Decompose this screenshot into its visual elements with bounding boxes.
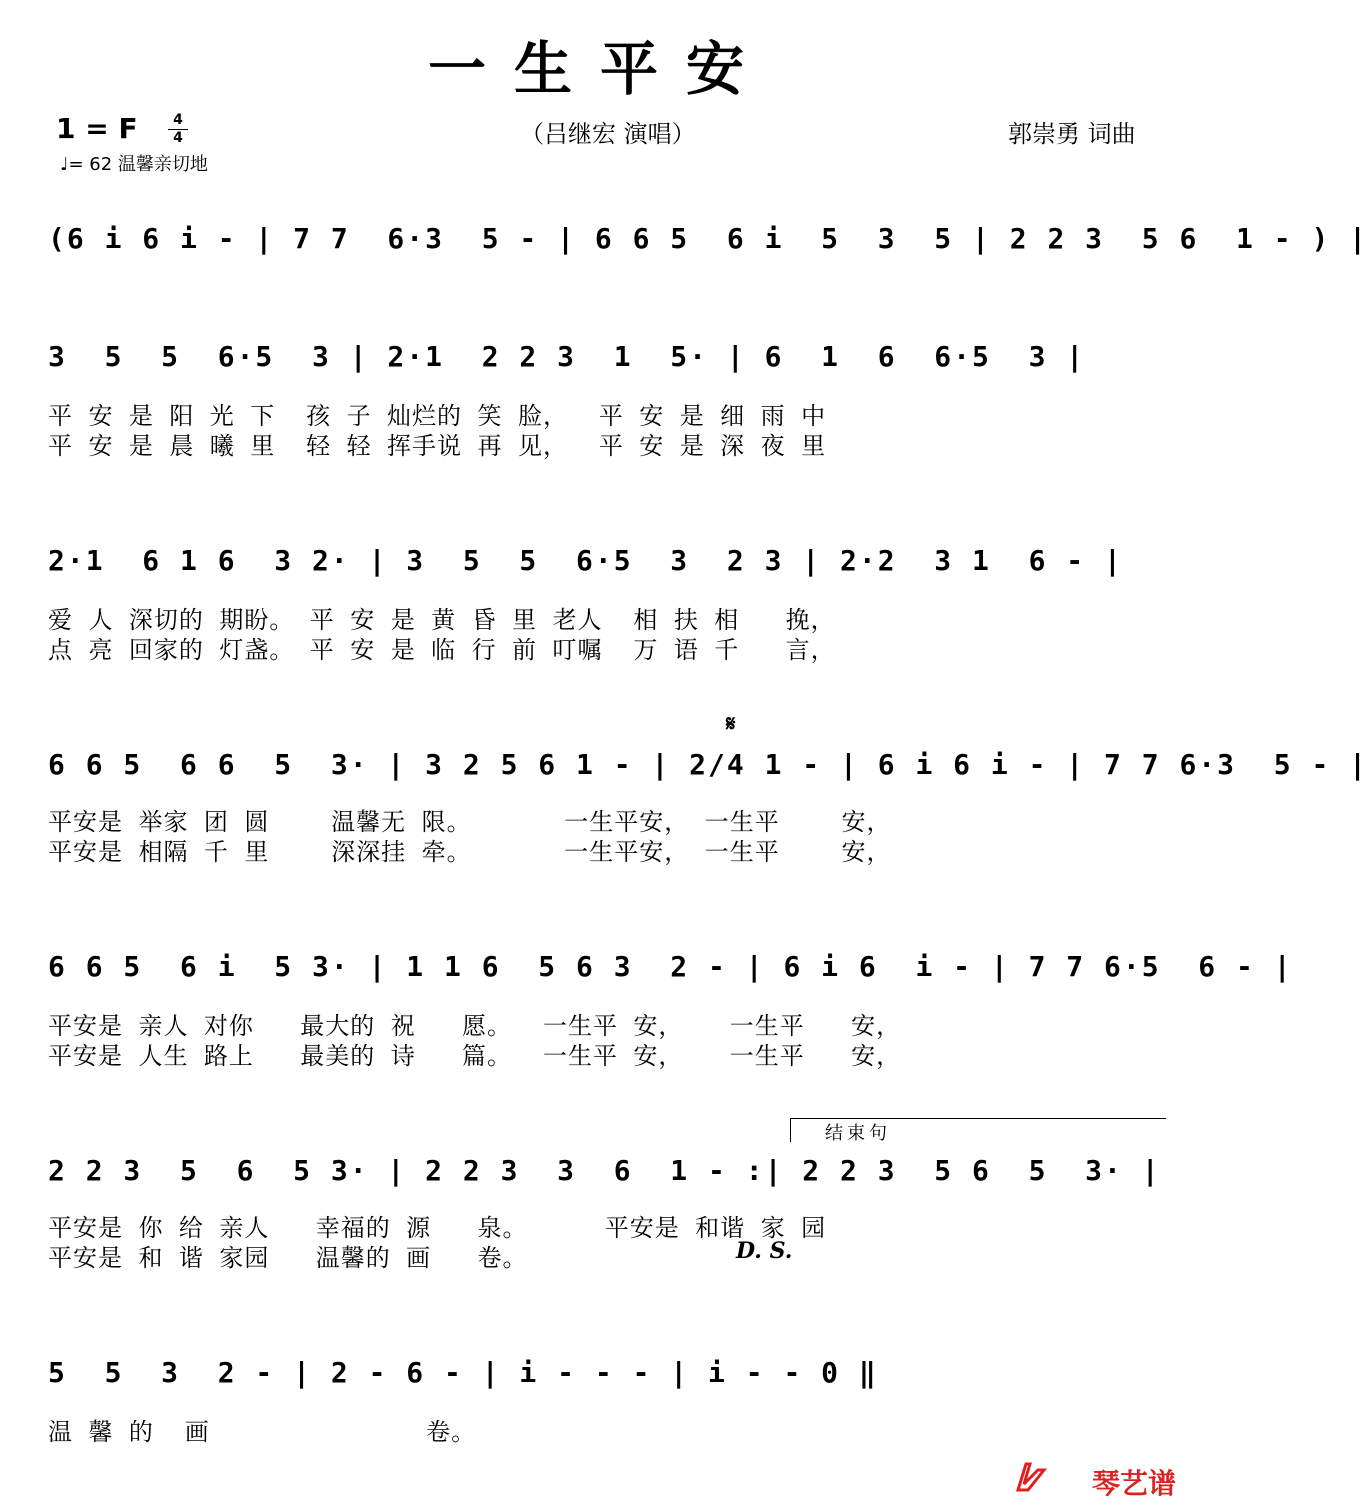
song-title: 一生平安: [427, 35, 772, 103]
staff-line-6: [48, 1154, 1178, 1274]
tempo-marking: ♩= 62 温馨亲切地: [60, 154, 208, 175]
notation-line: (6 i 6 i - | 7 7 6·3 5 - | 6 6 5 6 i 5 3 5 | 2 2 3 5 6 1 - ) |: [48, 222, 1368, 255]
logo-mark-icon: [1014, 1460, 1050, 1494]
lyric-verse-1: 爱 人 深切的 期盼。 平 安 是 黄 昏 里 老人 相 扶 相 挽，: [48, 606, 836, 634]
segno-sign: 𝄋: [726, 712, 736, 737]
time-signature: [168, 112, 188, 147]
lyric-verse-2: 平安是 相隔 千 里 深深挂 牵。 一生平安， 一生平 安，: [48, 838, 892, 866]
watermark-text: 琴艺谱: [1091, 1467, 1176, 1500]
notation-line: 6 6 5 6 i 5 3· | 1 1 6 5 6 3 2 - | 6 i 6 i - | 7 7 6·5 6 - |: [48, 950, 1293, 983]
time-signature-top: 4: [173, 112, 183, 128]
time-signature-bottom: 4: [168, 129, 188, 147]
staff-line-1: [48, 222, 1368, 282]
staff-line-3: [48, 544, 1178, 664]
staff-line-4: [48, 748, 1368, 868]
lyric-verse-2: 平安是 和 谐 家园 温馨的 画 卷。: [48, 1244, 528, 1272]
note-logo-icon: [1014, 1460, 1050, 1502]
lyric-verse-1: 平安是 你 给 亲人 幸福的 源 泉。 平安是 和谐 家 园: [48, 1214, 827, 1242]
notation-line: 2·1 6 1 6 3 2· | 3 5 5 6·5 3 2 3 | 2·2 3 1 6 - |: [48, 544, 1123, 577]
staff-line-7: [48, 1356, 1178, 1446]
singer-credit: （吕继宏 演唱）: [520, 120, 696, 148]
key-signature: 1 = F: [56, 112, 138, 145]
composer-credit: 郭崇勇 词曲: [1008, 120, 1136, 148]
staff-line-2: [48, 340, 1178, 460]
lyric-verse-2: 平安是 人生 路上 最美的 诗 篇。 一生平 安， 一生平 安，: [48, 1042, 902, 1070]
lyric-verse-2: 点 亮 回家的 灯盏。 平 安 是 临 行 前 叮嘱 万 语 千 言，: [48, 636, 836, 664]
dal-segno-mark: D. S.: [736, 1238, 793, 1264]
ending-bracket-label: 结束句: [790, 1118, 1166, 1142]
notation-line: 5 5 3 2 - | 2 - 6 - | i - - - | i - - 0 ‖: [48, 1356, 878, 1389]
notation-line: 3 5 5 6·5 3 | 2·1 2 2 3 1 5· | 6 1 6 6·5 3 |: [48, 340, 1086, 373]
lyric-verse-1: 温 馨 的 画 卷。: [48, 1418, 477, 1446]
lyric-verse-2: 平 安 是 晨 曦 里 轻 轻 挥手说 再 见， 平 安 是 深 夜 里: [48, 432, 827, 460]
notation-line: 2 2 3 5 6 5 3· | 2 2 3 3 6 1 - :| 2 2 3 5 6 5 3· |: [48, 1154, 1161, 1187]
lyric-verse-1: 平安是 举家 团 圆 温馨无 限。 一生平安， 一生平 安，: [48, 808, 892, 836]
staff-line-5: [48, 950, 1293, 1070]
lyric-verse-1: 平安是 亲人 对你 最大的 祝 愿。 一生平 安， 一生平 安，: [48, 1012, 902, 1040]
lyric-verse-1: 平 安 是 阳 光 下 孩 子 灿烂的 笑 脸， 平 安 是 细 雨 中: [48, 402, 827, 430]
notation-line: 6 6 5 6 6 5 3· | 3 2 5 6 1 - | 2/4 1 - | 6 i 6 i - | 7 7 6·3 5 - |: [48, 748, 1368, 781]
